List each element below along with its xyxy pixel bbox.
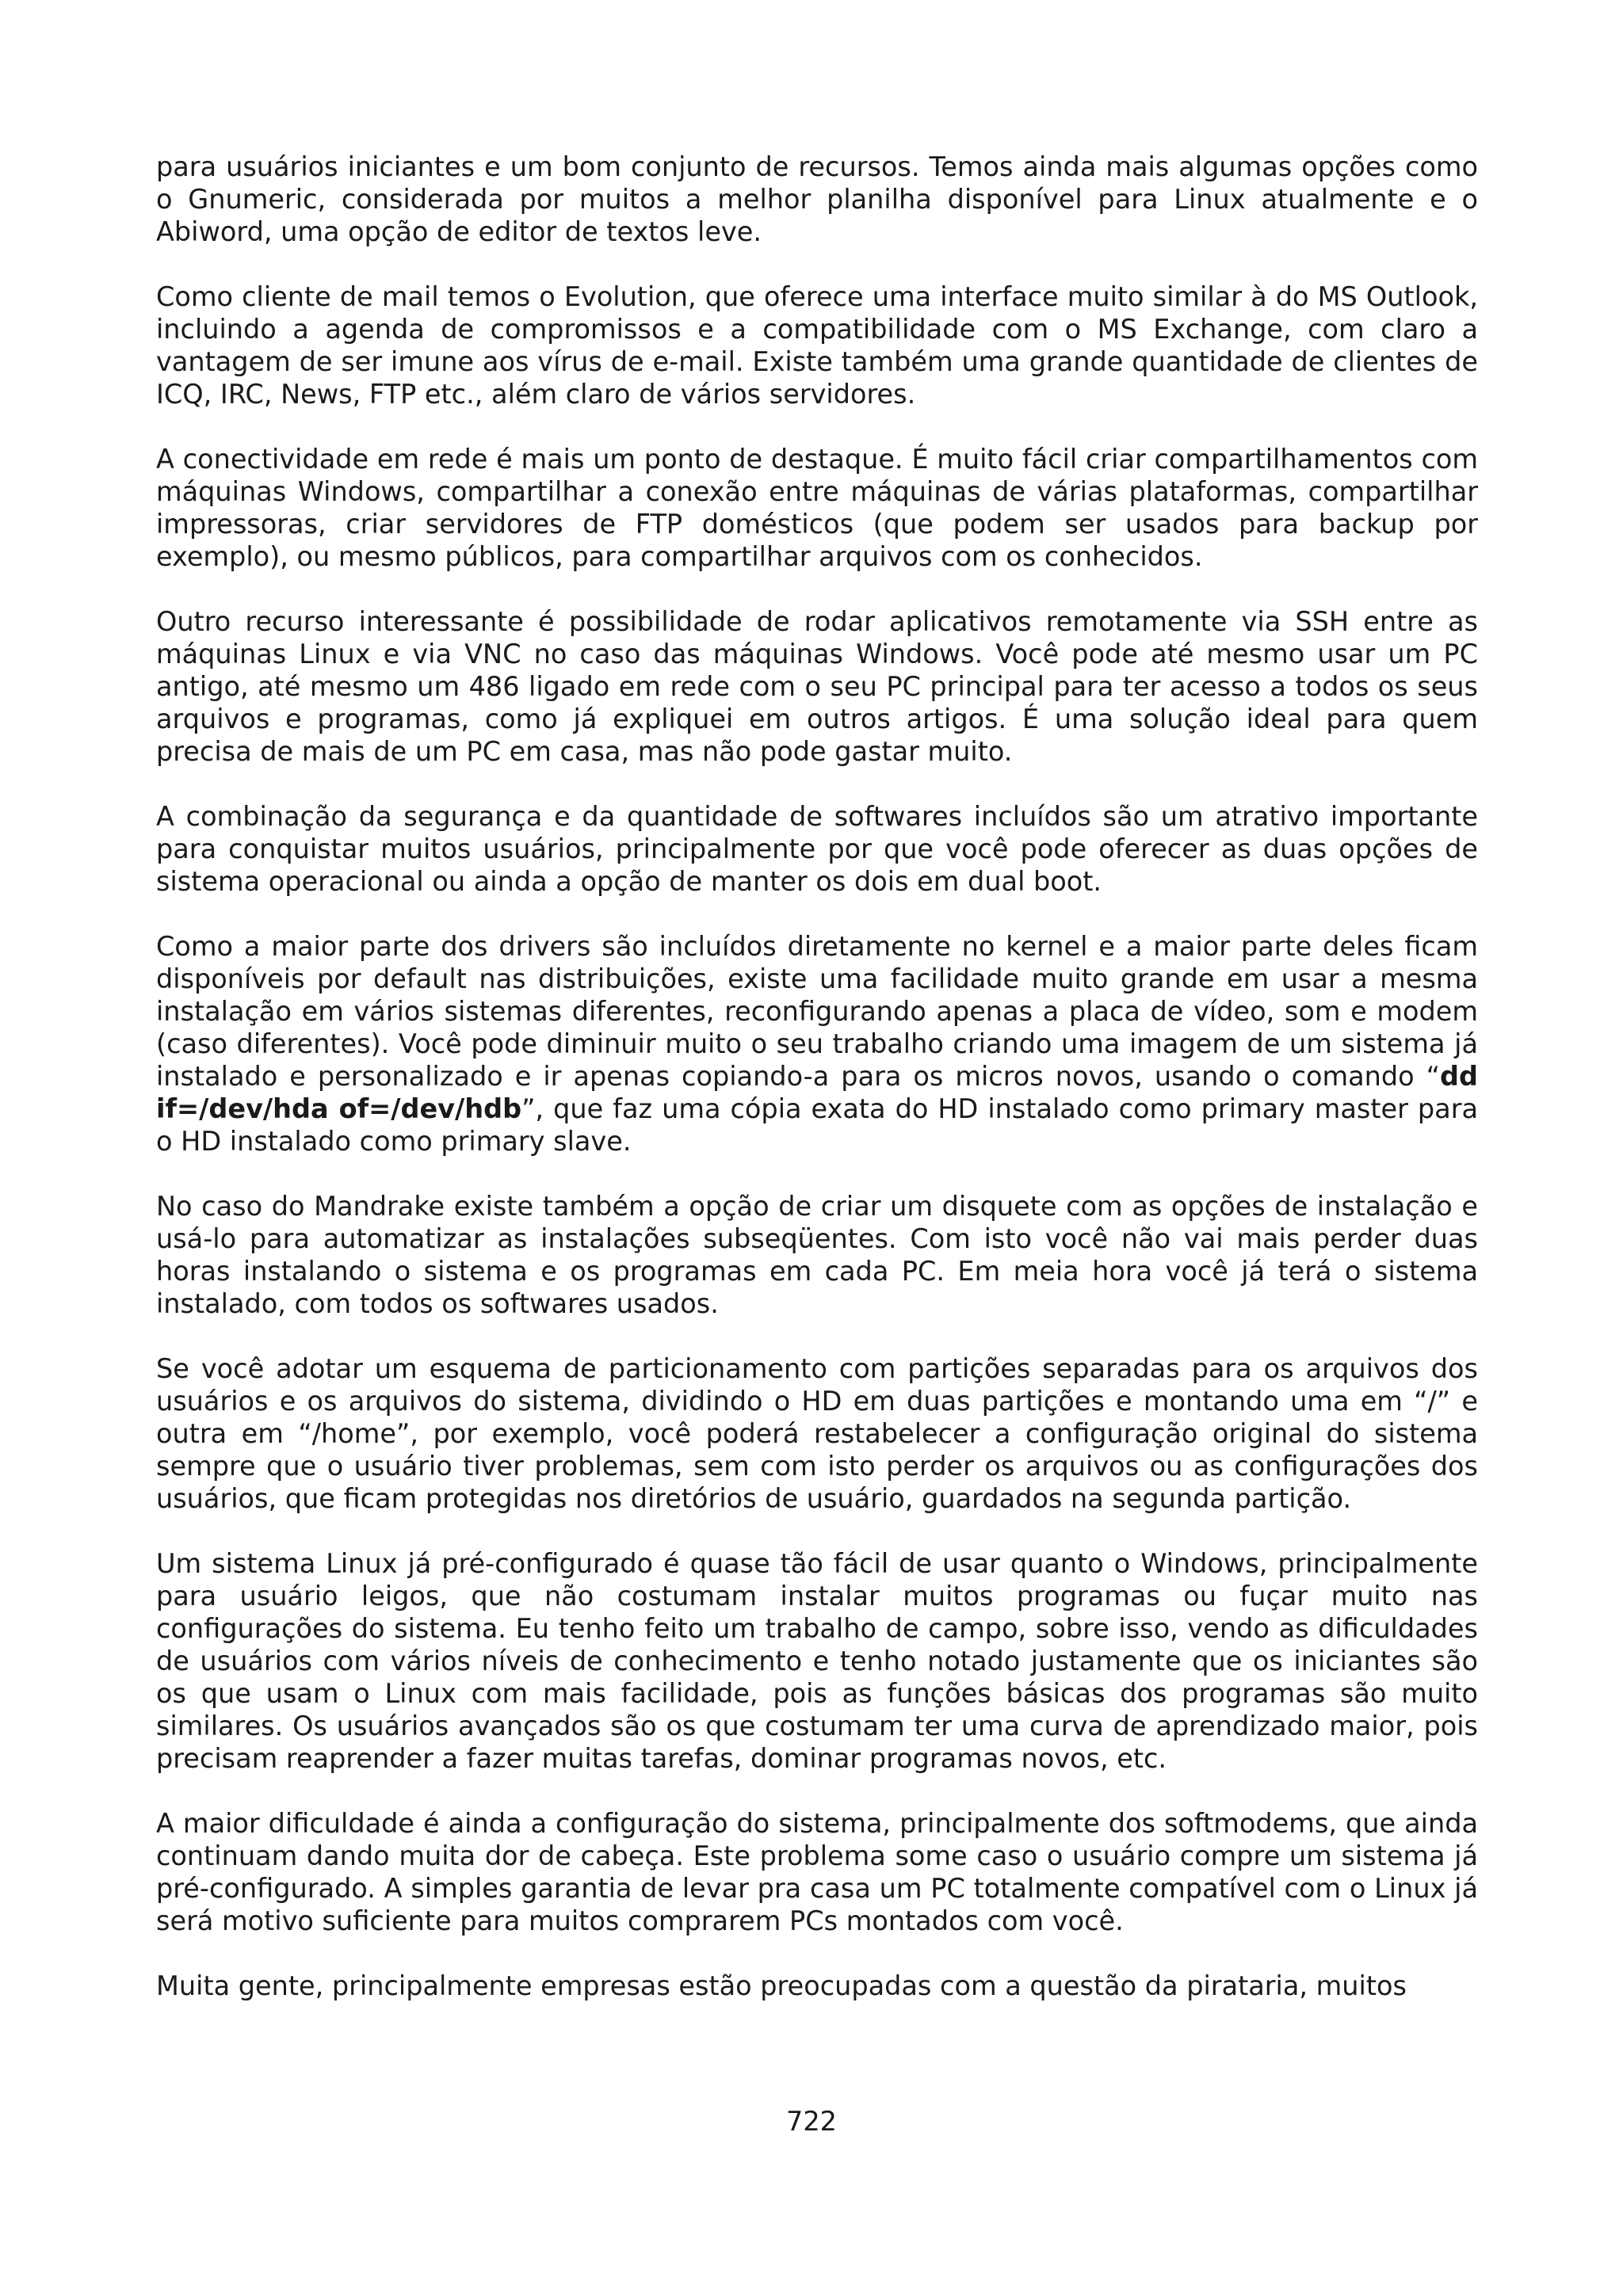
drivers-text-before: Como a maior parte dos drivers são incluídos diretamente no kernel e a maior parte deles ficam disponíveis por default nas distribuições, existe uma facilidade muito grande em usar a mesma instalação em vários sistemas diferentes, reconfigurando apenas a placa de vídeo, som e modem (caso diferentes). Você pode diminuir muito o seu trabalho criando uma imagem de um sistema já instalado e personalizado e ir apenas copiando-a para os micros novos, usando o comando “ (156, 931, 1478, 1092)
paragraph-drivers (156, 930, 1478, 1158)
document-body (156, 151, 1478, 2035)
paragraph-piracy: Muita gente, principalmente empresas estão preocupadas com a questão da pirataria, muitos (156, 1970, 1407, 2001)
drivers-text-after: ”, que faz uma cópia exata do HD instalado como primary master para o HD instalado como primary slave. (156, 1093, 1479, 1157)
paragraph-office-apps: para usuários iniciantes e um bom conjunto de recursos. Temos ainda mais algumas opções como o Gnumeric, considerada por muitos a melhor planilha disponível para Linux atualmente e o Abiword, uma opção de editor de textos leve. (156, 151, 1478, 247)
paragraph-difficulty: A maior dificuldade é ainda a configuração do sistema, principalmente dos softmodems, que ainda continuam dando muita dor de cabeça. Este problema some caso o usuário compre um sistema já pré-configurado. A simples garantia de levar pra casa um PC totalmente compatível com o Linux já será motivo suficiente para muitos comprarem PCs montados com você. (156, 1808, 1478, 1936)
paragraph-network: A conectividade em rede é mais um ponto de destaque. É muito fácil criar compartilhamentos com máquinas Windows, compartilhar a conexão entre máquinas de várias plataformas, compartilhar impressoras, criar servidores de FTP domésticos (que podem ser usados para backup por exemplo), ou mesmo públicos, para compartilhar arquivos com os conhecidos. (156, 444, 1478, 572)
paragraph-mail-client: Como cliente de mail temos o Evolution, que oferece uma interface muito similar à do MS Outlook, incluindo a agenda de compromissos e a compatibilidade com o MS Exchange, com claro a vantagem de ser imune aos vírus de e-mail. Existe também uma grande quantidade de clientes de ICQ, IRC, News, FTP etc., além claro de vários servidores. (156, 281, 1478, 410)
paragraph-remote-apps: Outro recurso interessante é possibilidade de rodar aplicativos remotamente via SSH entre as máquinas Linux e via VNC no caso das máquinas Windows. Você pode até mesmo usar um PC antigo, até mesmo um 486 ligado em rede com o seu PC principal para ter acesso a todos os seus arquivos e programas, como já expliquei em outros artigos. É uma solução ideal para quem precisa de mais de um PC em casa, mas não pode gastar muito. (156, 606, 1478, 767)
paragraph-security: A combinação da segurança e da quantidade de softwares incluídos são um atrativo importante para conquistar muitos usuários, principalmente por que você pode oferecer as duas opções de sistema operacional ou ainda a opção de manter os dois em dual boot. (156, 801, 1478, 897)
page-number: 722 (786, 2106, 837, 2137)
paragraph-preconfigured: Um sistema Linux já pré-configurado é quase tão fácil de usar quanto o Windows, principalmente para usuário leigos, que não costumam instalar muitos programas ou fuçar muito nas configurações do sistema. Eu tenho feito um trabalho de campo, sobre isso, vendo as dificuldades de usuários com vários níveis de conhecimento e tenho notado justamente que os iniciantes são os que usam o Linux com mais facilidade, pois as funções básicas dos programas são muito similares. Os usuários avançados são os que costumam ter uma curva de aprendizado maior, pois precisam reaprender a fazer muitas tarefas, dominar programas novos, etc. (156, 1548, 1478, 1774)
paragraph-mandrake: No caso do Mandrake existe também a opção de criar um disquete com as opções de instalação e usá-lo para automatizar as instalações subseqüentes. Com isto você não vai mais perder duas horas instalando o sistema e os programas em cada PC. Em meia hora você já terá o sistema instalado, com todos os softwares usados. (156, 1191, 1478, 1319)
paragraph-partitioning: Se você adotar um esquema de particionamento com partições separadas para os arquivos dos usuários e os arquivos do sistema, dividindo o HD em duas partições e montando uma em “/” e outra em “/home”, por exemplo, você poderá restabelecer a configuração original do sistema sempre que o usuário tiver problemas, sem com isto perder os arquivos ou as configurações dos usuários, que ficam protegidas nos diretórios de usuário, guardados na segunda partição. (156, 1353, 1478, 1514)
dd-command: dd if=/dev/hda of=/dev/hdb (156, 1061, 1478, 1124)
